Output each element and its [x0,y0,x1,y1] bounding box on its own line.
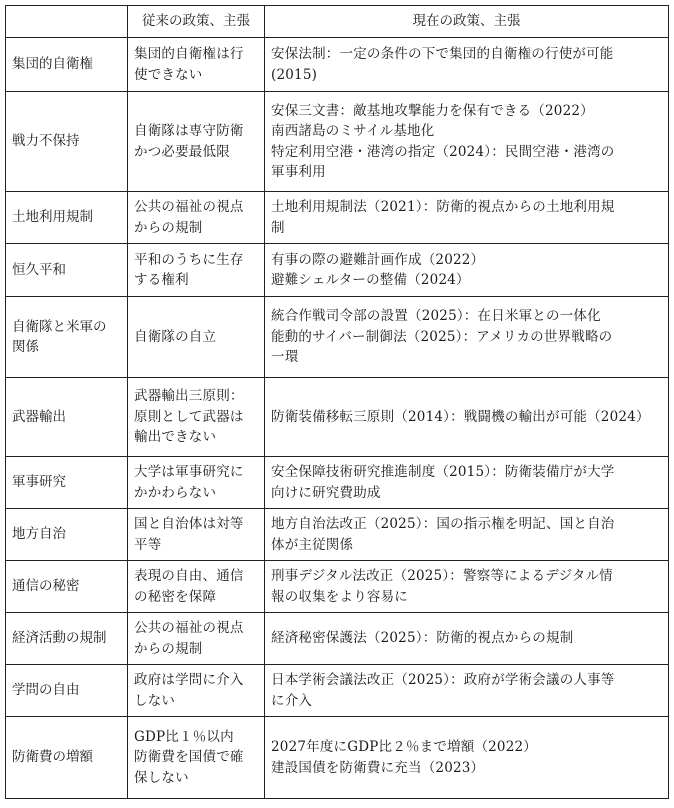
table-row [6,717,669,799]
header-current-policy: 現在の政策、主張 [265,6,669,38]
past-policy-cell: 公共の福祉の視点 からの規制 [128,613,265,665]
past-policy-cell: 国と自治体は対等 平等 [128,509,265,561]
table-row [6,509,669,561]
table-row [6,561,669,613]
current-policy-cell: 2027年度にGDP比２％まで増額（2022） 建設国債を防衛費に充当（2023） [265,717,669,799]
current-policy-cell: 経済秘密保護法（2025）：防衛的視点からの規制 [265,613,669,665]
topic-cell: 地方自治 [6,509,128,561]
past-policy-cell: 大学は軍事研究に かかわらない [128,457,265,509]
topic-cell: 恒久平和 [6,244,128,297]
past-policy-cell: 公共の福祉の視点 からの規制 [128,192,265,244]
table-row [6,457,669,509]
current-policy-cell: 刑事デジタル法改正（2025）：警察等によるデジタル情 報の収集をより容易に [265,561,669,613]
past-policy-cell: 自衛隊は専守防衛 かつ必要最低限 [128,92,265,192]
topic-cell: 戦力不保持 [6,92,128,192]
header-topic [6,6,128,38]
table-row [6,297,669,378]
topic-cell: 軍事研究 [6,457,128,509]
current-policy-cell: 統合作戦司令部の設置（2025）：在日米軍との一体化 能動的サイバー制御法（2025）：アメリカの世界戦略の 一環 [265,297,669,378]
table-row [6,613,669,665]
past-policy-cell: 平和のうちに生存 する権利 [128,244,265,297]
topic-cell: 通信の秘密 [6,561,128,613]
table-row [6,244,669,297]
header-past-policy: 従来の政策、主張 [128,6,265,38]
table-header-row [6,6,669,38]
topic-cell: 武器輸出 [6,378,128,457]
table-row [6,665,669,717]
table-row [6,92,669,192]
past-policy-cell: 自衛隊の自立 [128,297,265,378]
table-row [6,192,669,244]
current-policy-cell: 日本学術会議法改正（2025）：政府が学術会議の人事等 に介入 [265,665,669,717]
topic-cell: 経済活動の規制 [6,613,128,665]
current-policy-cell: 土地利用規制法（2021）：防衛的視点からの土地利用規 制 [265,192,669,244]
past-policy-cell: 集団的自衛権は行 使できない [128,38,265,92]
topic-cell: 学問の自由 [6,665,128,717]
current-policy-cell: 有事の際の避難計画作成（2022） 避難シェルターの整備（2024） [265,244,669,297]
table-row [6,378,669,457]
current-policy-cell: 安全保障技術研究推進制度（2015）：防衛装備庁が大学 向けに研究費助成 [265,457,669,509]
past-policy-cell: 政府は学問に介入 しない [128,665,265,717]
policy-comparison-table [5,5,669,799]
topic-cell: 防衛費の増額 [6,717,128,799]
past-policy-cell: GDP比１％以内 防衛費を国債で確 保しない [128,717,265,799]
topic-cell: 自衛隊と米軍の 関係 [6,297,128,378]
past-policy-cell: 表現の自由、通信 の秘密を保障 [128,561,265,613]
current-policy-cell: 防衛装備移転三原則（2014）：戦闘機の輸出が可能（2024） [265,378,669,457]
topic-cell: 土地利用規制 [6,192,128,244]
current-policy-cell: 安保法制：一定の条件の下で集団的自衛権の行使が可能 (2015) [265,38,669,92]
current-policy-cell: 地方自治法改正（2025）：国の指示権を明記、国と自治 体が主従関係 [265,509,669,561]
current-policy-cell: 安保三文書：敵基地攻撃能力を保有できる（2022） 南西諸島のミサイル基地化 特定利用空港・港湾の指定（2024）：民間空港・港湾の 軍事利用 [265,92,669,192]
topic-cell: 集団的自衛権 [6,38,128,92]
table-row [6,38,669,92]
past-policy-cell: 武器輸出三原則： 原則として武器は 輸出できない [128,378,265,457]
